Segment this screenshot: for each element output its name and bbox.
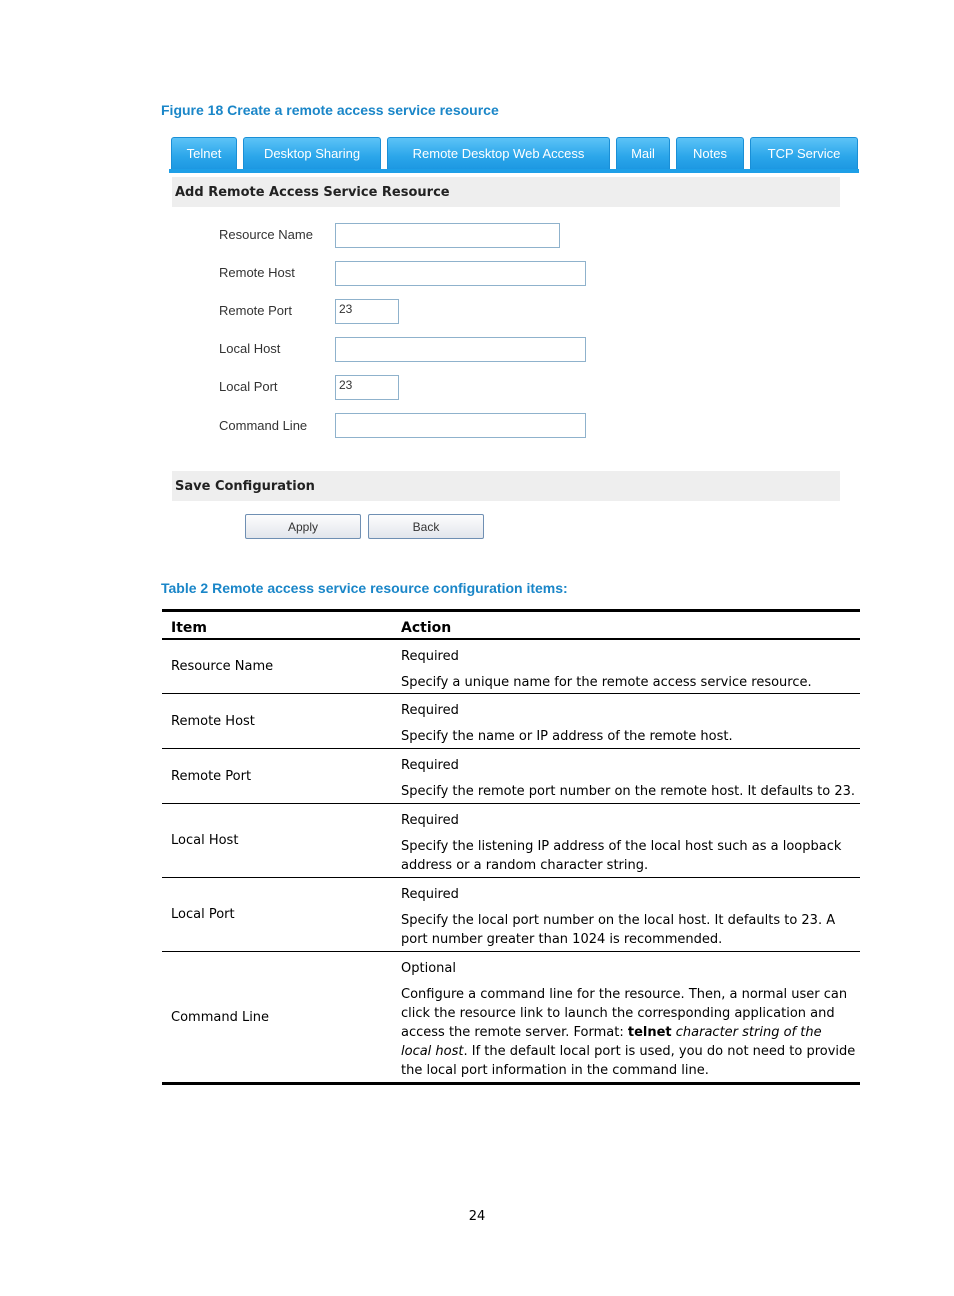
tab-mail[interactable]: Mail: [616, 137, 670, 169]
remote-host-label: Remote Host: [219, 265, 295, 280]
row-item: Local Host: [171, 833, 239, 848]
row-item: Command Line: [171, 1009, 270, 1025]
row-requirement: Required: [401, 758, 459, 773]
tab-bar: [169, 135, 859, 173]
row-item: Remote Host: [171, 713, 255, 729]
config-items-table: [162, 609, 860, 1085]
header-action: Action: [401, 620, 452, 636]
row-action: [392, 749, 860, 803]
row-action: [392, 640, 860, 693]
tab-desktop-sharing[interactable]: Desktop Sharing: [243, 137, 381, 169]
desc-command: telnet: [627, 1025, 672, 1040]
resource-name-label: Resource Name: [219, 227, 313, 242]
row-description: Specify the listening IP address of the local host such as a loopback address or a random character string.: [401, 839, 842, 873]
table-row: [162, 749, 860, 804]
resource-name-input[interactable]: [335, 223, 560, 248]
table-row: [162, 640, 860, 694]
header-item: Item: [171, 620, 207, 636]
table-row: [162, 694, 860, 749]
desc-text: . If the default local port is used, you do not need to provide the local port information in the command line.: [401, 1044, 856, 1078]
row-action: [392, 878, 860, 951]
row-description: Specify the remote port number on the remote host. It defaults to 23.: [401, 784, 856, 799]
row-requirement: Required: [401, 887, 459, 902]
row-description: Specify a unique name for the remote access service resource.: [401, 675, 812, 690]
tab-notes[interactable]: Notes: [676, 137, 744, 169]
tab-tcp-service[interactable]: TCP Service: [750, 137, 858, 169]
page-number: 24: [468, 1209, 486, 1224]
row-requirement: Optional: [401, 961, 456, 976]
local-port-input[interactable]: 23: [335, 375, 399, 400]
row-description: Specify the name or IP address of the remote host.: [401, 729, 733, 744]
row-description: Specify the local port number on the local host. It defaults to 23. A port number greater than 1024 is recommended.: [401, 913, 836, 947]
tab-remote-desktop-web-access[interactable]: Remote Desktop Web Access: [387, 137, 610, 169]
row-requirement: Required: [401, 703, 459, 718]
row-requirement: Required: [401, 813, 459, 828]
back-button[interactable]: Back: [368, 514, 484, 539]
row-requirement: Required: [401, 649, 459, 664]
desc-text: Configure a command line for the resource. Then, a normal user can click the resource link to launch the corresponding application and access the remote server. Format:: [401, 987, 848, 1040]
row-action: [392, 694, 860, 748]
row-description: [401, 985, 856, 1080]
desc-argument: character string of the local host: [401, 1025, 822, 1059]
save-configuration-title: Save Configuration: [172, 471, 840, 501]
row-item: Resource Name: [171, 659, 274, 674]
table-row: [162, 878, 860, 952]
table-row: [162, 804, 860, 878]
row-item: Local Port: [171, 907, 235, 922]
apply-button[interactable]: Apply: [245, 514, 361, 539]
local-port-label: Local Port: [219, 379, 278, 394]
remote-port-input[interactable]: 23: [335, 299, 399, 324]
table-row: [162, 952, 860, 1085]
row-item: Remote Port: [171, 768, 252, 784]
command-line-input[interactable]: [335, 413, 586, 438]
table-caption: Table 2 Remote access service resource configuration items:: [161, 580, 568, 596]
remote-host-input[interactable]: [335, 261, 586, 286]
add-resource-section-title: Add Remote Access Service Resource: [172, 177, 840, 207]
row-action: [392, 804, 860, 877]
local-host-label: Local Host: [219, 341, 281, 356]
tab-telnet[interactable]: Telnet: [171, 137, 237, 169]
remote-port-label: Remote Port: [219, 303, 292, 318]
table-header: [162, 612, 860, 640]
command-line-label: Command Line: [219, 418, 308, 433]
figure-caption: Figure 18 Create a remote access service resource: [161, 102, 499, 118]
local-host-input[interactable]: [335, 337, 586, 362]
row-action: [392, 952, 860, 1082]
